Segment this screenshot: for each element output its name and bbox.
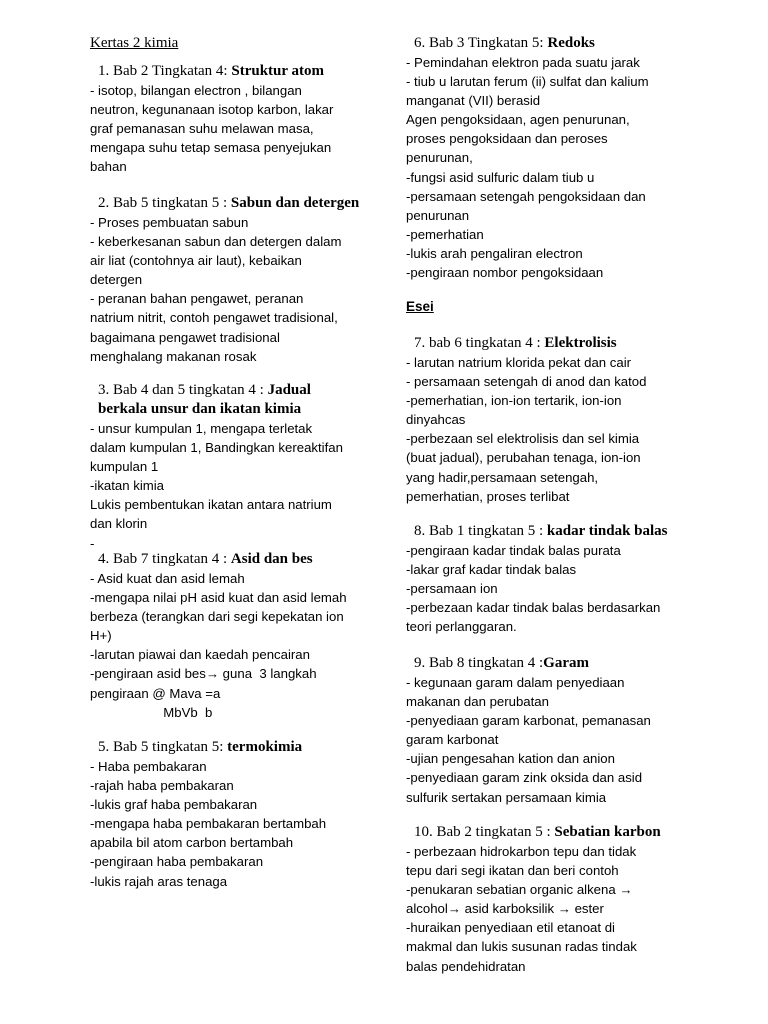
section-topic: Garam bbox=[543, 655, 589, 671]
note-line: -perbezaan kadar tindak balas berdasarkan bbox=[406, 600, 661, 616]
section-topic: Sabun dan detergen bbox=[230, 195, 360, 211]
section-chapter-label: 1. Bab 2 Tingkatan 4: bbox=[98, 63, 232, 79]
note-line: - Asid kuat dan asid lemah bbox=[90, 571, 245, 586]
section-chapter-label: 10. Bab 2 tingkatan 5 : bbox=[414, 824, 555, 840]
section-topic: termokimia bbox=[227, 739, 303, 755]
section-chapter-label: 5. Bab 5 tingkatan 5: bbox=[98, 739, 228, 755]
section-chapter-label: 2. Bab 5 tingkatan 5 : bbox=[98, 195, 231, 211]
note-line: graf pemanasan suhu melawan masa, bbox=[90, 121, 314, 137]
note-line: -penyediaan garam zink oksida dan asid bbox=[406, 770, 643, 786]
note-line: - tiub u larutan ferum (ii) sulfat dan kalium bbox=[406, 74, 649, 90]
section-chapter-label: 3. Bab 4 dan 5 tingkatan 4 : bbox=[98, 382, 268, 398]
question-section bbox=[90, 62, 333, 176]
note-line: alcohol→ asid karboksilik → ester bbox=[406, 901, 604, 917]
note-line: sulfurik sertakan persamaan kimia bbox=[406, 789, 607, 805]
note-line: -pengiraan asid bes→ guna 3 langkah bbox=[90, 666, 317, 682]
section-heading bbox=[90, 738, 326, 757]
section-topic: Struktur atom bbox=[231, 63, 325, 79]
question-section bbox=[406, 334, 646, 506]
note-line: - Pemindahan elektron pada suatu jarak bbox=[406, 55, 640, 70]
section-heading bbox=[90, 194, 359, 213]
note-line: balas pendehidratan bbox=[406, 958, 526, 974]
note-line: -pemerhatian bbox=[406, 226, 484, 242]
note-line: -ujian pengesahan kation dan anion bbox=[406, 751, 615, 767]
note-line: - isotop, bilangan electron , bilangan bbox=[90, 83, 302, 98]
note-line: -ikatan kimia bbox=[90, 478, 165, 494]
section-topic: Redoks bbox=[547, 35, 595, 51]
section-heading bbox=[406, 334, 646, 353]
note-line: MbVb b bbox=[90, 704, 213, 720]
note-line: -rajah haba pembakaran bbox=[90, 778, 234, 794]
section-notes bbox=[90, 419, 343, 553]
note-line: -persamaan ion bbox=[406, 581, 498, 597]
note-line: H+) bbox=[90, 628, 112, 644]
section-heading bbox=[406, 654, 651, 673]
section-topic: Jadual bbox=[267, 382, 311, 398]
note-line: -huraikan penyediaan etil etanoat di bbox=[406, 920, 615, 936]
section-heading bbox=[90, 550, 347, 569]
note-line: -persamaan setengah pengoksidaan dan bbox=[406, 188, 646, 204]
question-section bbox=[90, 550, 347, 722]
section-notes bbox=[90, 213, 359, 366]
note-line: manganat (VII) berasid bbox=[406, 93, 541, 109]
section-chapter-label: 7. bab 6 tingkatan 4 : bbox=[414, 335, 545, 351]
note-line: - bbox=[90, 535, 95, 551]
note-line: -pengiraan nombor pengoksidaan bbox=[406, 265, 604, 281]
question-section bbox=[90, 381, 343, 553]
note-line: dalam kumpulan 1, Bandingkan kereaktifan bbox=[90, 440, 343, 456]
note-line: penurunan, bbox=[406, 150, 473, 166]
note-line: proses pengoksidaan dan peroses bbox=[406, 131, 608, 147]
section-heading bbox=[90, 381, 343, 400]
note-line: makmal dan lukis susunan radas tindak bbox=[406, 939, 637, 955]
note-line: makanan dan perubatan bbox=[406, 694, 549, 710]
note-line: -penukaran sebatian organic alkena → bbox=[406, 882, 633, 898]
note-line: -mengapa haba pembakaran bertambah bbox=[90, 816, 327, 832]
note-line: Lukis pembentukan ikatan antara natrium bbox=[90, 497, 332, 513]
note-line: - perbezaan hidrokarbon tepu dan tidak bbox=[406, 844, 637, 859]
note-line: mengapa suhu tetap semasa penyejukan bbox=[90, 140, 332, 156]
note-line: -perbezaan sel elektrolisis dan sel kimia bbox=[406, 431, 640, 447]
note-line: -pemerhatian, ion-ion tertarik, ion-ion bbox=[406, 393, 622, 409]
section-notes bbox=[406, 673, 651, 807]
question-section bbox=[406, 823, 661, 976]
note-line: -fungsi asid sulfuric dalam tiub u bbox=[406, 169, 595, 185]
section-chapter-label: 4. Bab 7 tingkatan 4 : bbox=[98, 551, 231, 567]
note-line: -pengiraan haba pembakaran bbox=[90, 854, 264, 870]
question-section bbox=[406, 522, 668, 636]
note-line: dan klorin bbox=[90, 516, 148, 532]
note-line: yang hadir,persamaan setengah, bbox=[406, 469, 599, 485]
note-line: tepu dari segi ikatan dan beri contoh bbox=[406, 863, 619, 879]
note-line: - Haba pembakaran bbox=[90, 759, 207, 774]
note-line: -lukis arah pengaliran electron bbox=[406, 245, 583, 261]
section-notes bbox=[406, 53, 649, 282]
note-line: -larutan piawai dan kaedah pencairan bbox=[90, 647, 310, 663]
note-line: (buat jadual), perubahan tenaga, ion-ion bbox=[406, 450, 641, 466]
note-line: - peranan bahan pengawet, peranan bbox=[90, 291, 304, 307]
note-line: - unsur kumpulan 1, mengapa terletak bbox=[90, 421, 313, 436]
section-notes bbox=[406, 541, 668, 636]
note-line: -penyediaan garam karbonat, pemanasan bbox=[406, 713, 651, 729]
section-heading bbox=[406, 522, 668, 541]
note-line: -lukis graf haba pembakaran bbox=[90, 797, 258, 813]
note-line: neutron, kegunanaan isotop karbon, lakar bbox=[90, 102, 334, 118]
section-topic: kadar tindak balas bbox=[546, 523, 668, 539]
document-title: Kertas 2 kimia bbox=[90, 35, 179, 51]
note-line: pengiraan @ Mava =a bbox=[90, 685, 221, 701]
note-line: kumpulan 1 bbox=[90, 459, 159, 475]
question-section bbox=[90, 738, 326, 891]
section-chapter-label: 8. Bab 1 tingkatan 5 : bbox=[414, 523, 547, 539]
section-notes bbox=[406, 842, 661, 976]
section-notes bbox=[90, 757, 326, 891]
question-section bbox=[406, 34, 649, 282]
note-line: berbeza (terangkan dari segi kepekatan ion bbox=[90, 609, 344, 625]
note-line: -mengapa nilai pH asid kuat dan asid lemah bbox=[90, 590, 347, 606]
note-line: -pengiraan kadar tindak balas purata bbox=[406, 543, 621, 558]
note-line: - Proses pembuatan sabun bbox=[90, 215, 249, 230]
section-topic: Elektrolisis bbox=[544, 335, 617, 351]
section-heading bbox=[406, 823, 661, 842]
note-line: apabila bil atom carbon bertambah bbox=[90, 835, 294, 851]
section-notes bbox=[406, 353, 646, 506]
esei-heading: Esei bbox=[406, 299, 434, 314]
note-line: - kegunaan garam dalam penyediaan bbox=[406, 675, 625, 690]
note-line: -lakar graf kadar tindak balas bbox=[406, 562, 577, 578]
question-section bbox=[406, 654, 651, 807]
section-topic: berkala unsur dan ikatan kimia bbox=[98, 401, 302, 417]
note-line: natrium nitrit, contoh pengawet tradisional, bbox=[90, 310, 338, 326]
note-line: -lukis rajah aras tenaga bbox=[90, 873, 228, 889]
section-notes bbox=[90, 81, 333, 176]
note-line: - larutan natrium klorida pekat dan cair bbox=[406, 355, 632, 370]
note-line: detergen bbox=[90, 272, 143, 288]
note-line: penurunan bbox=[406, 207, 470, 223]
section-chapter-label: 9. Bab 8 tingkatan 4 : bbox=[414, 655, 544, 671]
note-line: pemerhatian, proses terlibat bbox=[406, 488, 570, 504]
question-section bbox=[90, 194, 359, 366]
section-topic: Sebatian karbon bbox=[554, 824, 661, 840]
note-line: air liat (contohnya air laut), kebaikan bbox=[90, 253, 302, 269]
note-line: menghalang makanan rosak bbox=[90, 348, 257, 364]
note-line: teori perlanggaran. bbox=[406, 619, 517, 635]
section-chapter-label: 6. Bab 3 Tingkatan 5: bbox=[414, 35, 548, 51]
note-line: - keberkesanan sabun dan detergen dalam bbox=[90, 234, 342, 250]
section-heading bbox=[406, 34, 649, 53]
section-topic: Asid dan bes bbox=[230, 551, 313, 567]
note-line: bagaimana pengawet tradisional bbox=[90, 329, 280, 345]
section-topic-continued bbox=[90, 400, 343, 419]
note-line: dinyahcas bbox=[406, 412, 466, 428]
note-line: Agen pengoksidaan, agen penurunan, bbox=[406, 112, 630, 128]
note-line: bahan bbox=[90, 159, 127, 175]
section-heading bbox=[90, 62, 333, 81]
section-notes bbox=[90, 569, 347, 722]
note-line: - persamaan setengah di anod dan katod bbox=[406, 374, 647, 390]
note-line: garam karbonat bbox=[406, 732, 499, 748]
